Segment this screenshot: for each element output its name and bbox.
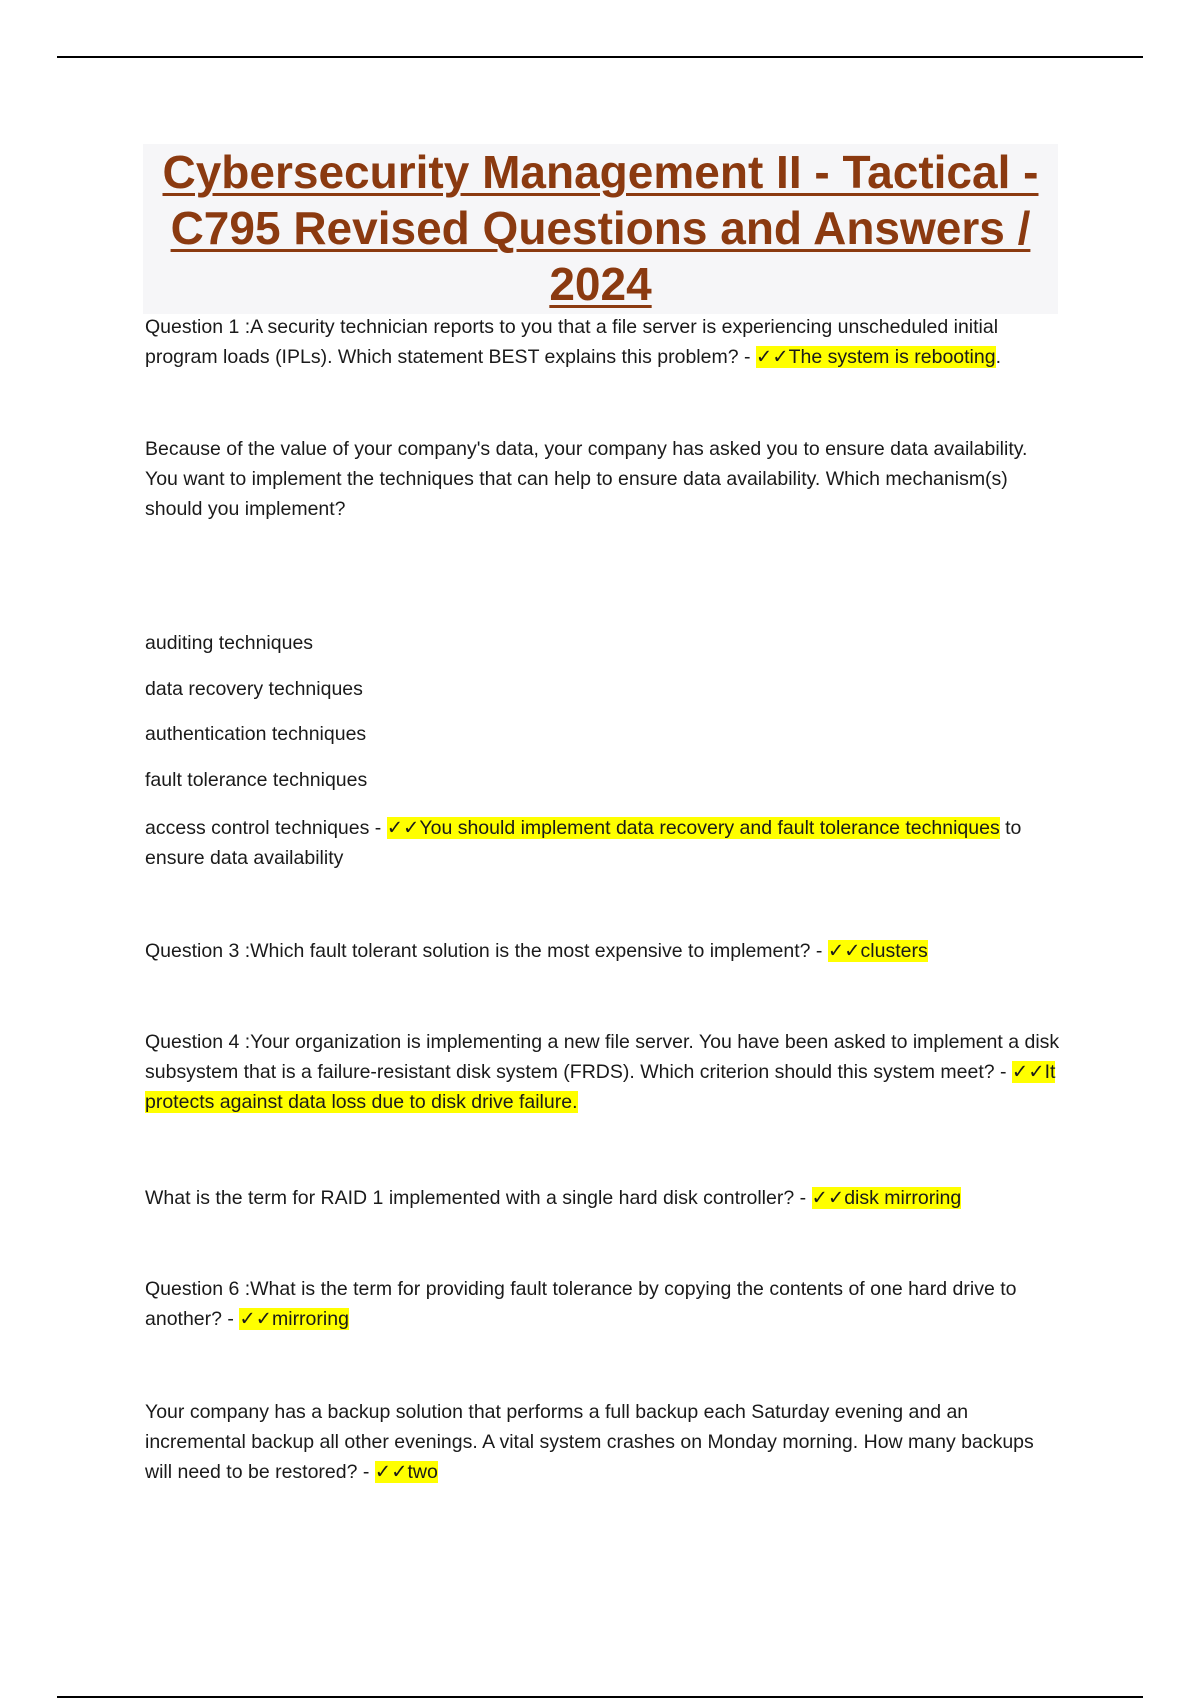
question-2: [145, 434, 1065, 524]
question-3: [145, 936, 1065, 966]
question-text: Your company has a backup solution that performs a full backup each Saturday evening and an incremental backup all other evenings. A vital system crashes on Monday morning. How many backups will need to be restored? -: [145, 1401, 1034, 1483]
answer-highlight: ✓✓two: [374, 1461, 438, 1483]
question-7: [145, 1397, 1065, 1487]
option-3: authentication techniques: [145, 723, 367, 745]
question-text: Question 1 :A security technician reports to you that a file server is experiencing unscheduled initial program loads (IPLs). Which statement BEST explains this problem? -: [145, 316, 999, 368]
question-4: [145, 1027, 1065, 1117]
question-text: Question 6 :What is the term for providing fault tolerance by copying the contents of one hard drive to another? -: [145, 1278, 1017, 1330]
answer-highlight: ✓✓clusters: [827, 940, 928, 962]
bottom-rule: [57, 1696, 1143, 1698]
top-rule: [57, 56, 1143, 58]
question-text: What is the term for RAID 1 implemented with a single hard disk controller? -: [145, 1187, 812, 1209]
option-2: data recovery techniques: [145, 678, 363, 700]
answer-highlight: ✓✓The system is rebooting: [755, 346, 996, 368]
question-text: Question 4 :Your organization is implementing a new file server. You have been asked to implement a disk subsystem that is a failure-resistant disk system (FRDS). Which criterion should this system meet? -: [145, 1031, 1060, 1083]
question-text: Question 3 :Which fault tolerant solution is the most expensive to implement? -: [145, 940, 828, 962]
answer-tail: to ensure data availability: [145, 817, 1022, 869]
question-1: [145, 312, 1065, 372]
answer-tail: .: [995, 346, 1001, 368]
option-5-with-answer: [145, 813, 1065, 873]
answer-highlight: ✓✓You should implement data recovery and fault tolerance techniques: [386, 817, 1000, 839]
document-title: Cybersecurity Management II - Tactical - C795 Revised Questions and Answers / 2024: [162, 146, 1039, 310]
answer-highlight: ✓✓It protects against data loss due to disk drive failure.: [145, 1061, 1056, 1113]
option-4: fault tolerance techniques: [145, 769, 368, 791]
answer-highlight: ✓✓mirroring: [239, 1308, 349, 1330]
option-text: access control techniques -: [145, 817, 387, 839]
answer-highlight: ✓✓disk mirroring: [811, 1187, 962, 1209]
question-6: [145, 1274, 1065, 1334]
option-1: auditing techniques: [145, 632, 314, 654]
question-5: [145, 1183, 1065, 1213]
question-text: Because of the value of your company's data, your company has asked you to ensure data availability. You want to implement the techniques that can help to ensure data availability. Which mechanism(s) should you implement?: [145, 438, 1028, 520]
